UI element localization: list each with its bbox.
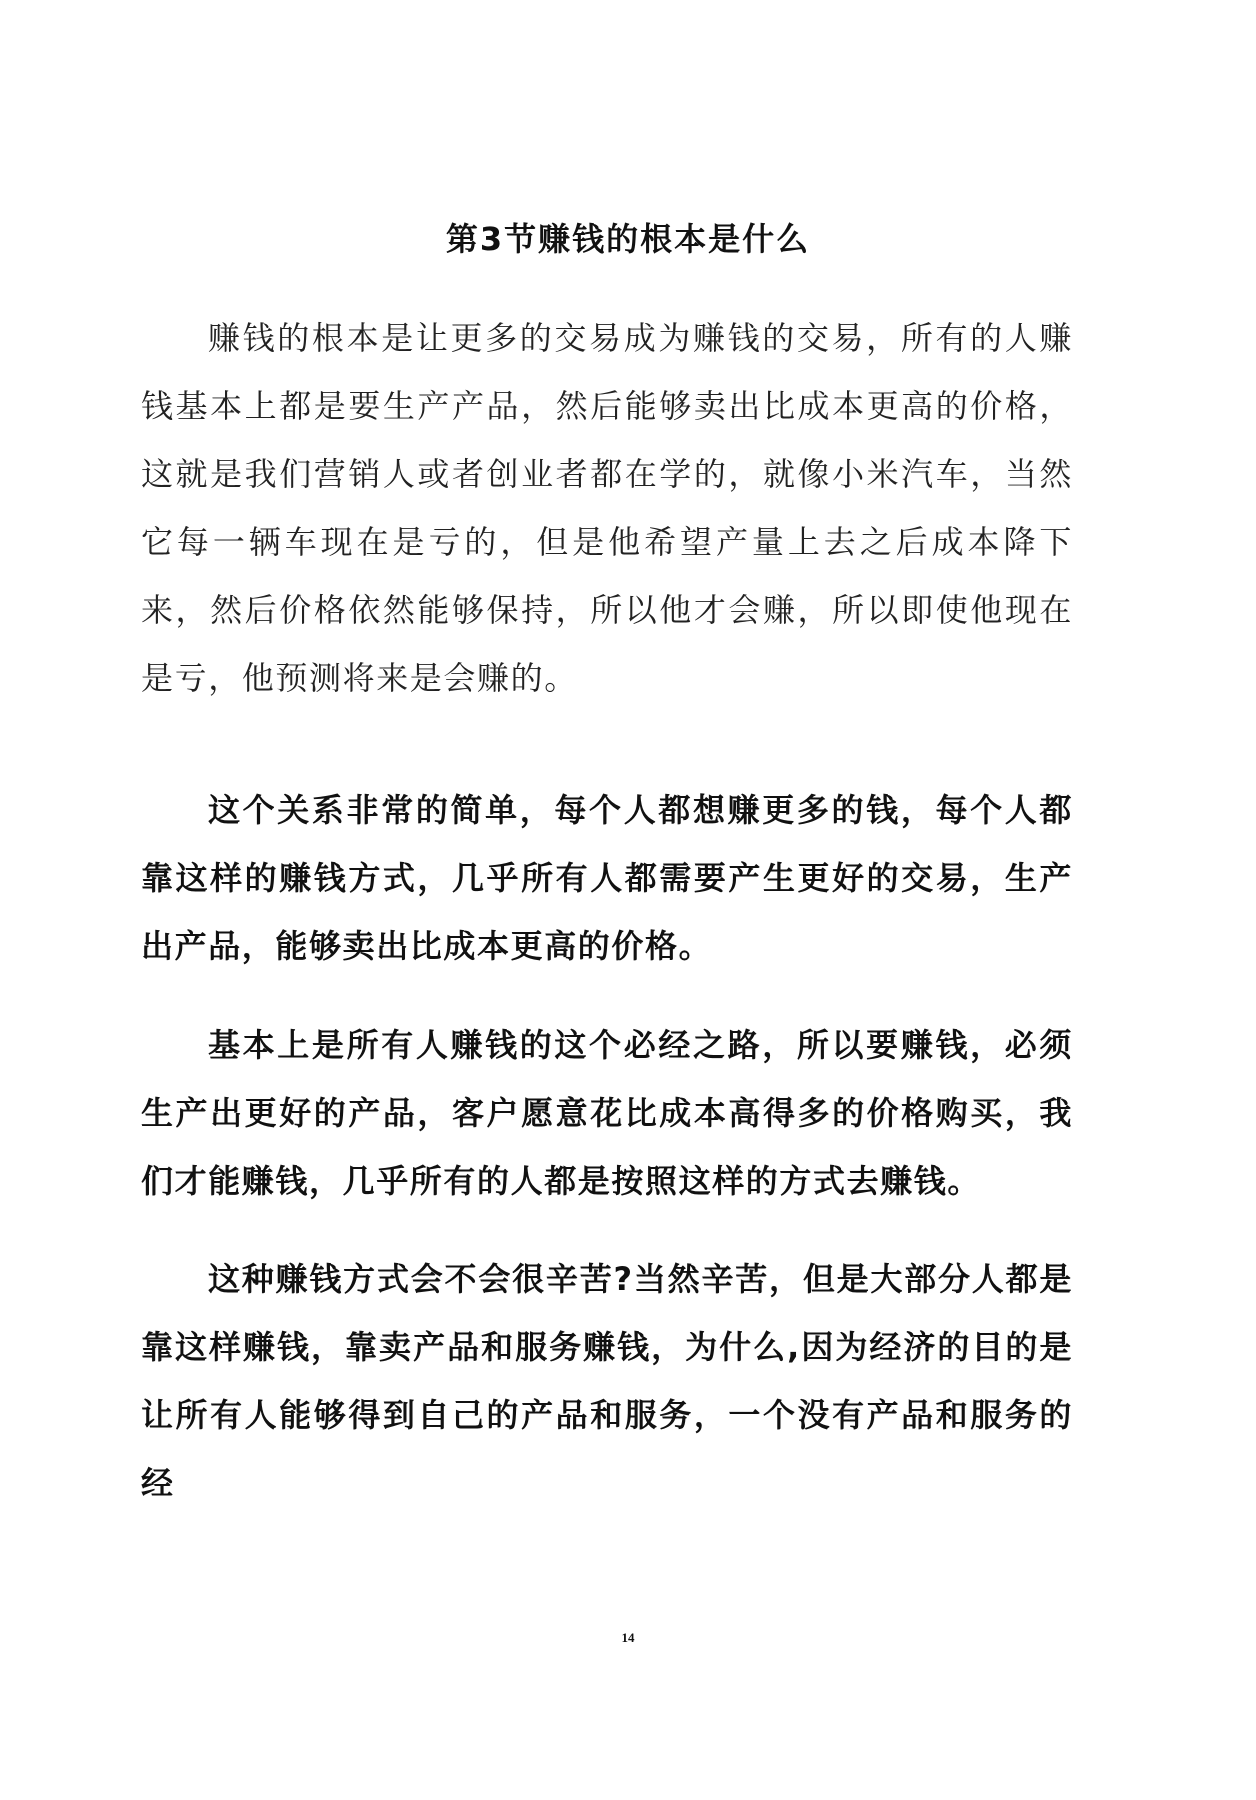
page-number: 14 — [621, 1630, 635, 1645]
section-title: 第3节赚钱的根本是什么 — [445, 220, 811, 258]
paragraph-3: 基本上是所有人赚钱的这个必经之路，所以要赚钱，必须生产出更好的产品，客户愿意花比成本高得多的价格购买，我们才能赚钱，几乎所有的人都是按照这样的方式去赚钱。 — [141, 1026, 1073, 1200]
paragraph-4: 这种赚钱方式会不会很辛苦?当然辛苦，但是大部分人都是靠这样赚钱，靠卖产品和服务赚钱，为什么,因为经济的目的是让所有人能够得到自己的产品和服务，一个没有产品和服务的经 — [141, 1260, 1073, 1502]
paragraph-2: 这个关系非常的简单，每个人都想赚更多的钱，每个人都靠这样的赚钱方式，几乎所有人都需要产生更好的交易，生产出产品，能够卖出比成本更高的价格。 — [141, 791, 1073, 965]
paragraph-1: 赚钱的根本是让更多的交易成为赚钱的交易，所有的人赚钱基本上都是要生产产品，然后能够卖出比成本更高的价格，这就是我们营销人或者创业者都在学的，就像小米汽车，当然它每一辆车现在是亏的，但是他希望产量上去之后成本降下来，然后价格依然能够保持，所以他才会赚，所以即使他现在是亏，他预测将来是会赚的。 — [141, 319, 1073, 697]
